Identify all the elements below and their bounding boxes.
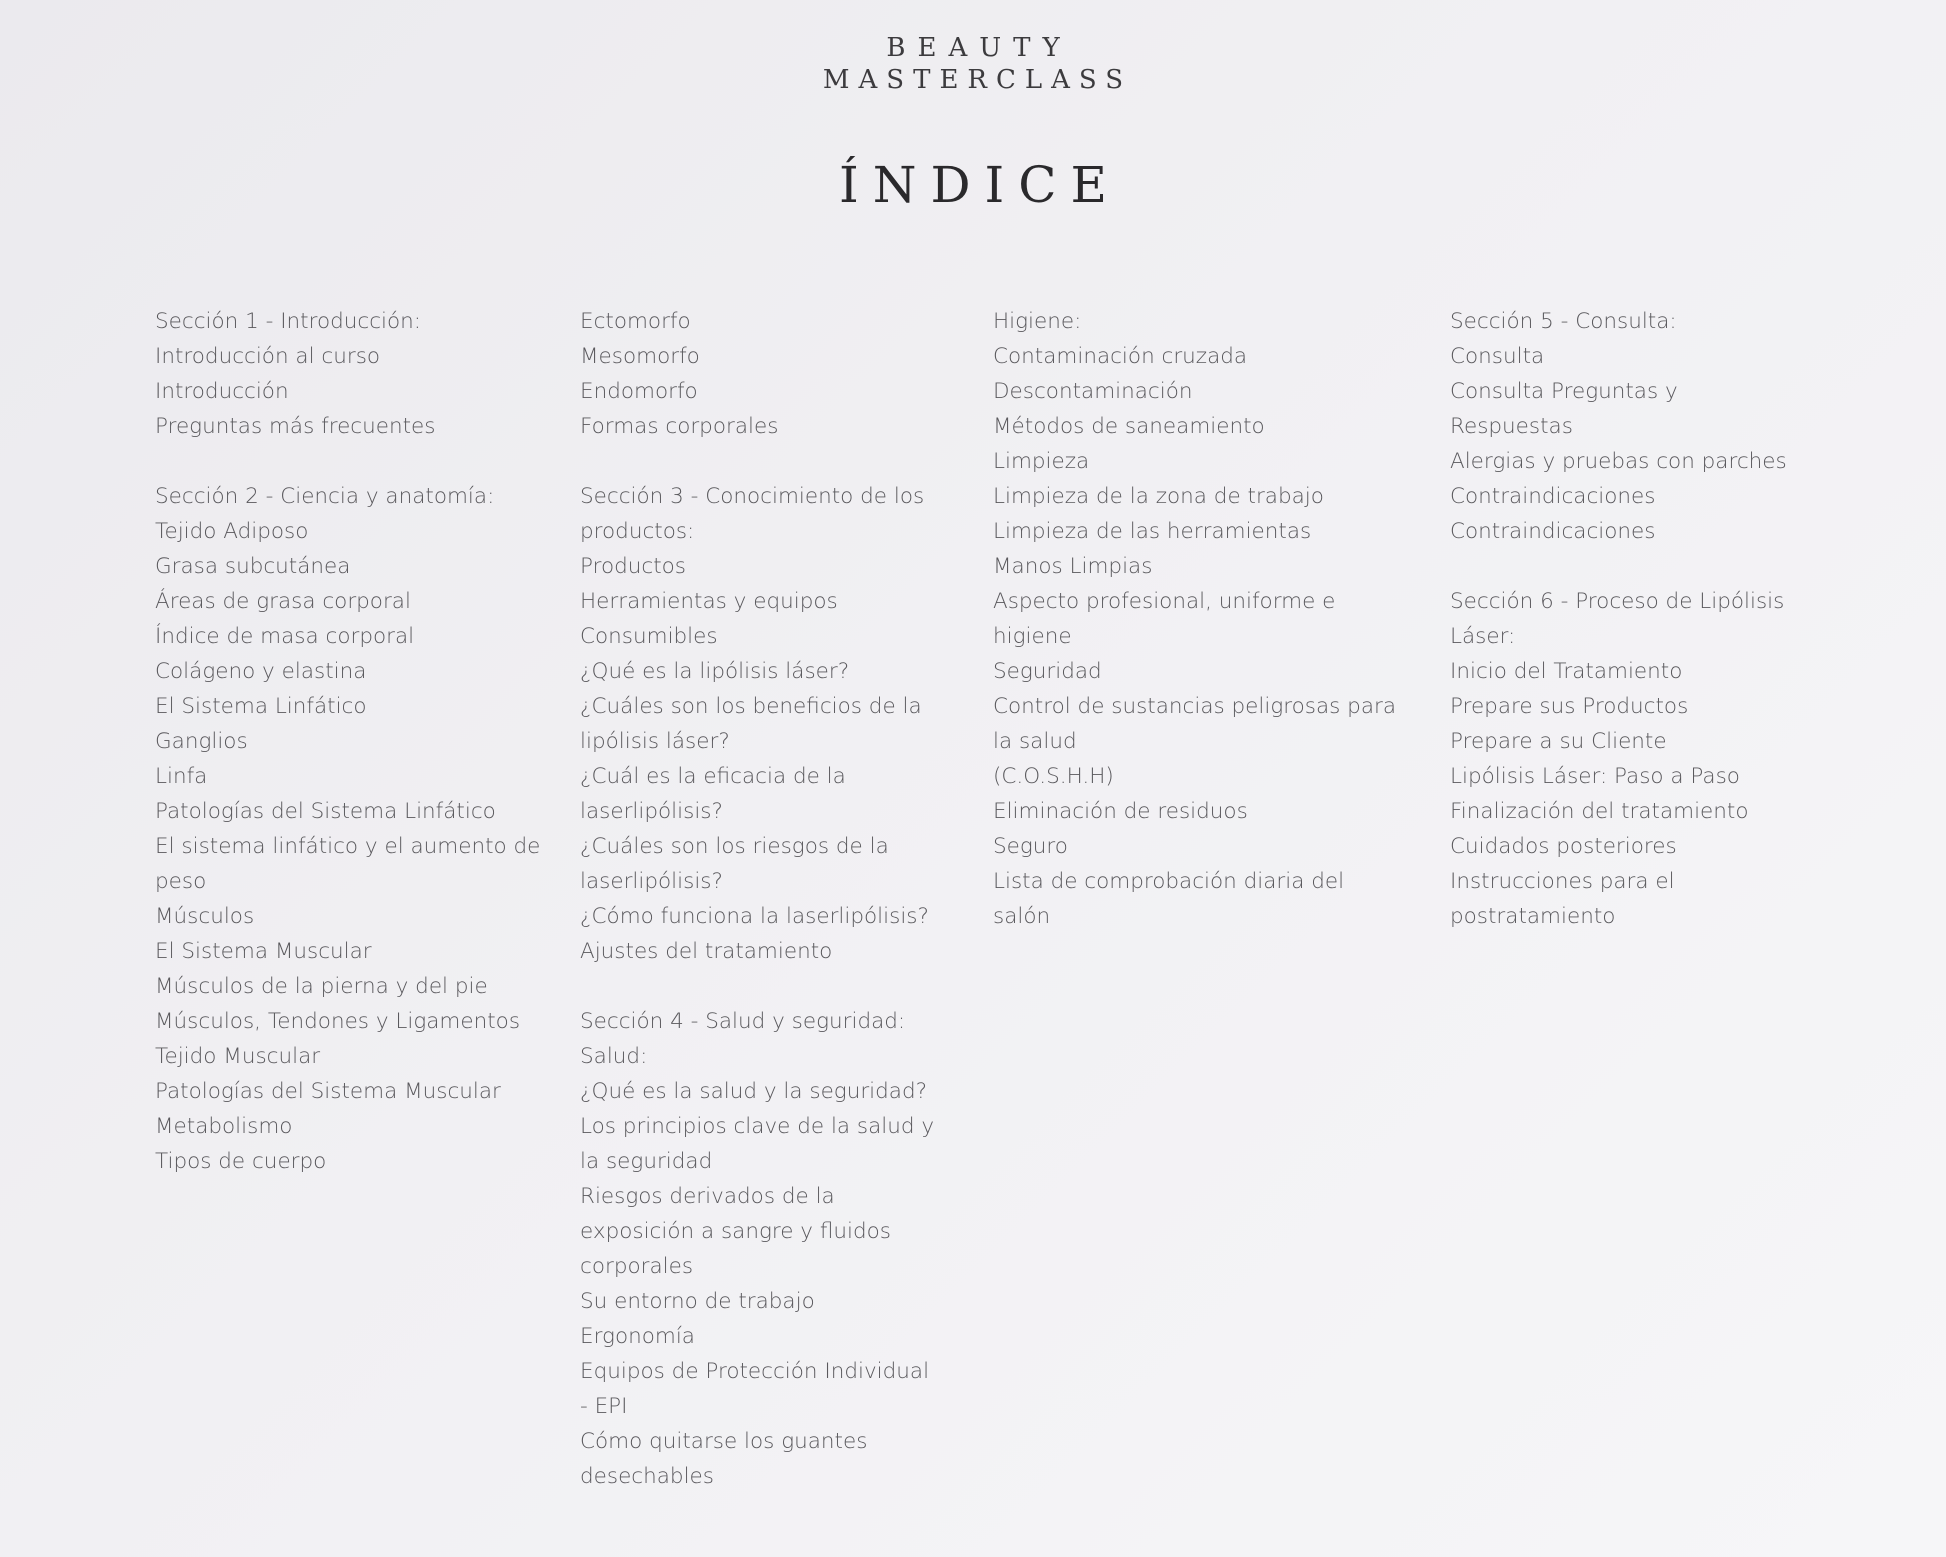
index-entry: Eliminación de residuos bbox=[993, 799, 1248, 824]
index-entry: Láser: bbox=[1450, 624, 1516, 649]
index-entry: ¿Cuáles son los riesgos de la bbox=[580, 834, 889, 859]
index-entry: Aspecto profesional, uniforme e bbox=[993, 589, 1336, 614]
index-entry: Músculos, Tendones y Ligamentos bbox=[155, 1009, 521, 1034]
index-group bbox=[580, 479, 960, 969]
index-entry: - EPI bbox=[580, 1394, 628, 1419]
index-entry: Su entorno de trabajo bbox=[580, 1289, 815, 1314]
index-column-2 bbox=[580, 304, 960, 1529]
index-column-1 bbox=[155, 304, 545, 1214]
index-entry: la salud bbox=[993, 729, 1077, 754]
index-entry: Sección 3 - Conocimiento de los bbox=[580, 484, 925, 509]
index-entry: Músculos de la pierna y del pie bbox=[155, 974, 488, 999]
index-entry: corporales bbox=[580, 1254, 694, 1279]
index-entry: Metabolismo bbox=[155, 1114, 293, 1139]
index-entry: Endomorfo bbox=[580, 379, 698, 404]
index-entry: El Sistema Muscular bbox=[155, 939, 372, 964]
index-entry: Grasa subcutánea bbox=[155, 554, 351, 579]
index-entry: Los principios clave de la salud y bbox=[580, 1114, 935, 1139]
index-entry: laserlipólisis? bbox=[580, 869, 723, 894]
index-column-3 bbox=[993, 304, 1413, 969]
index-entry: Control de sustancias peligrosas para bbox=[993, 694, 1397, 719]
index-entry: postratamiento bbox=[1450, 904, 1616, 929]
index-entry: Instrucciones para el bbox=[1450, 869, 1675, 894]
index-entry: ¿Qué es la lipólisis láser? bbox=[580, 659, 850, 684]
index-entry: Linfa bbox=[155, 764, 208, 789]
index-entry: (C.O.S.H.H) bbox=[993, 764, 1114, 789]
index-entry: Introducción al curso bbox=[155, 344, 381, 369]
index-entry: peso bbox=[155, 869, 207, 894]
page-title: ÍNDICE bbox=[838, 156, 1122, 214]
index-entry: Consulta Preguntas y bbox=[1450, 379, 1678, 404]
index-entry: Productos bbox=[580, 554, 686, 579]
brand-logo bbox=[0, 32, 1946, 96]
index-entry: Tipos de cuerpo bbox=[155, 1149, 327, 1174]
index-entry: Prepare sus Productos bbox=[1450, 694, 1689, 719]
index-entry: Herramientas y equipos bbox=[580, 589, 838, 614]
index-entry: Ergonomía bbox=[580, 1324, 695, 1349]
index-entry: Salud: bbox=[580, 1044, 648, 1069]
index-entry: El Sistema Linfático bbox=[155, 694, 367, 719]
index-entry: Finalización del tratamiento bbox=[1450, 799, 1749, 824]
index-entry: Preguntas más frecuentes bbox=[155, 414, 436, 439]
index-entry: Músculos bbox=[155, 904, 255, 929]
index-entry: Consulta bbox=[1450, 344, 1545, 369]
index-entry: Ectomorfo bbox=[580, 309, 691, 334]
index-entry: Alergias y pruebas con parches bbox=[1450, 449, 1787, 474]
index-entry: Patologías del Sistema Linfático bbox=[155, 799, 496, 824]
index-entry: Patologías del Sistema Muscular bbox=[155, 1079, 501, 1104]
index-entry: Lipólisis Láser: Paso a Paso bbox=[1450, 764, 1740, 789]
index-entry: Tejido Adiposo bbox=[155, 519, 309, 544]
index-entry: la seguridad bbox=[580, 1149, 713, 1174]
index-entry: Seguridad bbox=[993, 659, 1102, 684]
index-entry: Limpieza de la zona de trabajo bbox=[993, 484, 1324, 509]
index-entry: Prepare a su Cliente bbox=[1450, 729, 1667, 754]
index-group bbox=[580, 1004, 960, 1494]
index-entry: Contaminación cruzada bbox=[993, 344, 1248, 369]
index-entry: laserlipólisis? bbox=[580, 799, 723, 824]
index-entry: Ganglios bbox=[155, 729, 248, 754]
index-entry: Métodos de saneamiento bbox=[993, 414, 1265, 439]
index-entry: Higiene: bbox=[993, 309, 1082, 334]
index-entry: Contraindicaciones bbox=[1450, 484, 1656, 509]
index-entry: Equipos de Protección Individual bbox=[580, 1359, 930, 1384]
index-entry: exposición a sangre y fluidos bbox=[580, 1219, 892, 1244]
index-entry: Formas corporales bbox=[580, 414, 779, 439]
index-group bbox=[1450, 584, 1810, 934]
index-group bbox=[1450, 304, 1810, 549]
index-entry: Cuidados posteriores bbox=[1450, 834, 1677, 859]
index-entry: Contraindicaciones bbox=[1450, 519, 1656, 544]
index-entry: Colágeno y elastina bbox=[155, 659, 367, 684]
index-group bbox=[155, 304, 545, 444]
index-group bbox=[155, 479, 545, 1179]
index-entry: Limpieza de las herramientas bbox=[993, 519, 1312, 544]
index-entry: higiene bbox=[993, 624, 1072, 649]
index-entry: Inicio del Tratamiento bbox=[1450, 659, 1683, 684]
index-entry: ¿Cómo funciona la laserlipólisis? bbox=[580, 904, 929, 929]
index-entry: Seguro bbox=[993, 834, 1068, 859]
index-entry: Introducción bbox=[155, 379, 289, 404]
index-entry: Riesgos derivados de la bbox=[580, 1184, 835, 1209]
index-entry: Lista de comprobación diaria del bbox=[993, 869, 1345, 894]
index-entry: desechables bbox=[580, 1464, 714, 1489]
index-entry: Áreas de grasa corporal bbox=[155, 589, 411, 614]
index-entry: Índice de masa corporal bbox=[155, 624, 415, 649]
index-entry: Sección 2 - Ciencia y anatomía: bbox=[155, 484, 495, 509]
index-entry: El sistema linfático y el aumento de bbox=[155, 834, 541, 859]
index-entry: Cómo quitarse los guantes bbox=[580, 1429, 868, 1454]
index-entry: productos: bbox=[580, 519, 695, 544]
brand-name-line2: MASTERCLASS bbox=[822, 65, 1133, 95]
index-entry: Ajustes del tratamiento bbox=[580, 939, 833, 964]
index-entry: Limpieza bbox=[993, 449, 1090, 474]
index-entry: ¿Cuáles son los beneficios de la bbox=[580, 694, 922, 719]
index-entry: Descontaminación bbox=[993, 379, 1193, 404]
index-entry: Sección 1 - Introducción: bbox=[155, 309, 422, 334]
index-entry: ¿Cuál es la eficacia de la bbox=[580, 764, 846, 789]
index-group bbox=[993, 304, 1413, 934]
index-entry: Tejido Muscular bbox=[155, 1044, 321, 1069]
index-column-4 bbox=[1450, 304, 1810, 969]
index-entry: lipólisis láser? bbox=[580, 729, 730, 754]
index-entry: Mesomorfo bbox=[580, 344, 700, 369]
index-entry: ¿Qué es la salud y la seguridad? bbox=[580, 1079, 928, 1104]
brand-name-line1: BEAUTY bbox=[886, 33, 1072, 63]
index-entry: salón bbox=[993, 904, 1051, 929]
index-entry: Sección 5 - Consulta: bbox=[1450, 309, 1677, 334]
index-entry: Sección 4 - Salud y seguridad: bbox=[580, 1009, 906, 1034]
index-entry: Manos Limpias bbox=[993, 554, 1153, 579]
index-group bbox=[580, 304, 960, 444]
index-entry: Consumibles bbox=[580, 624, 718, 649]
index-entry: Respuestas bbox=[1450, 414, 1573, 439]
index-entry: Sección 6 - Proceso de Lipólisis bbox=[1450, 589, 1785, 614]
